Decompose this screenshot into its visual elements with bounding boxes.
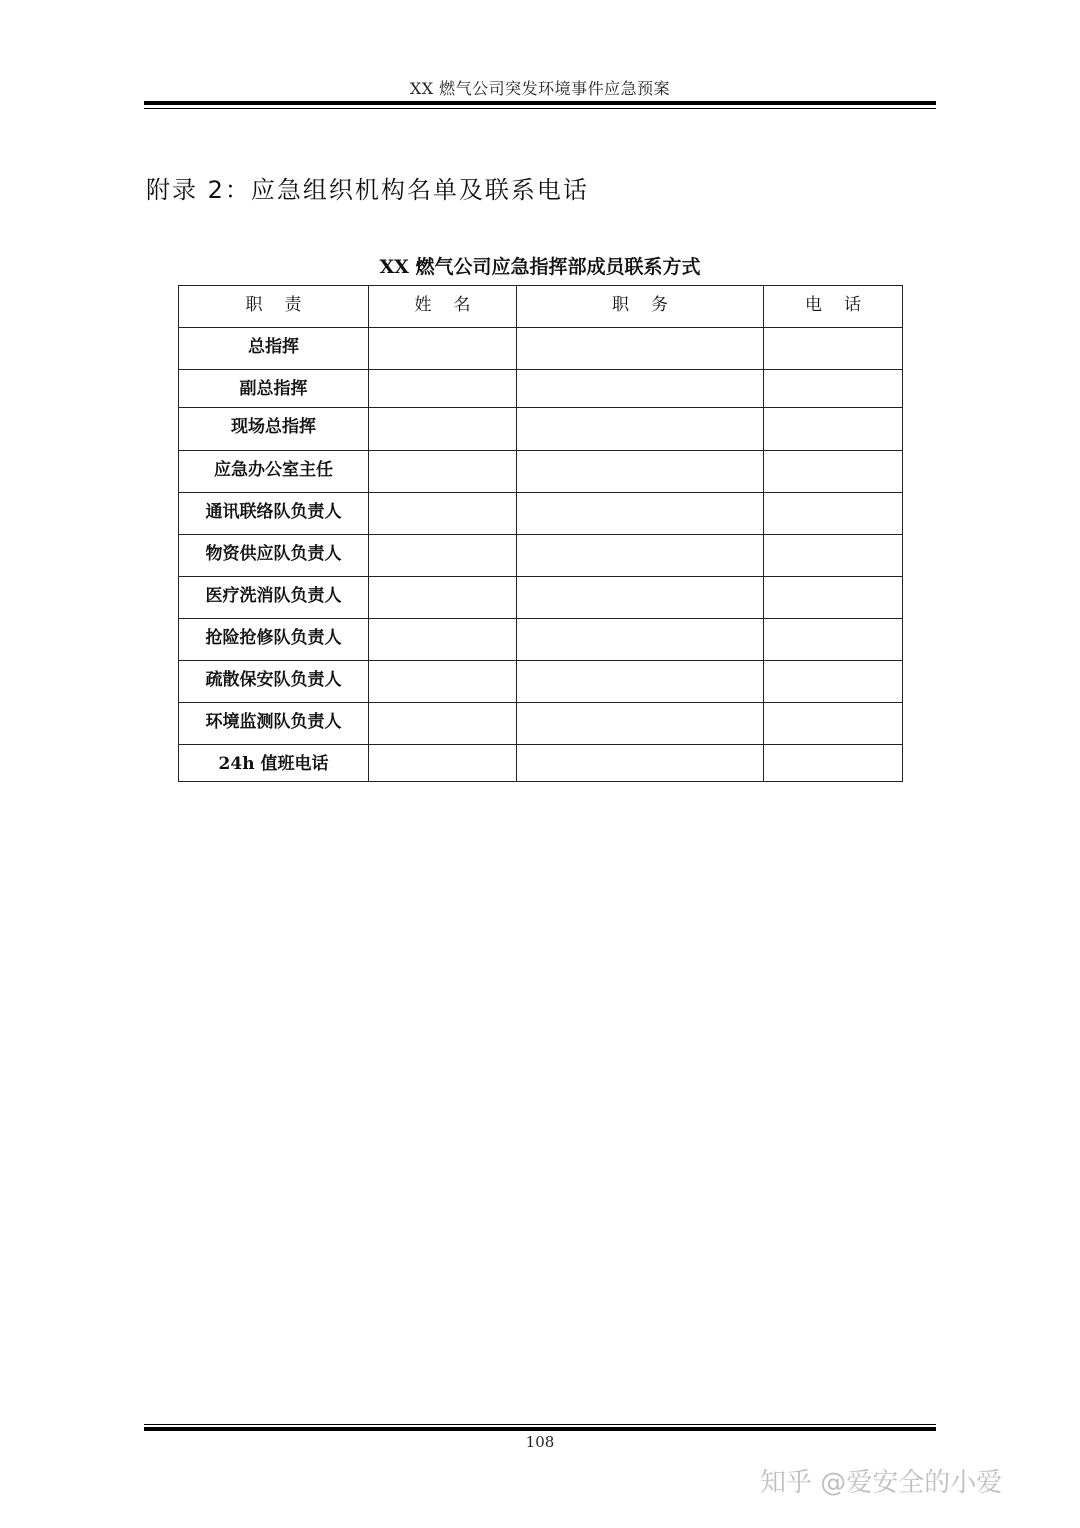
row-name-cell <box>369 535 517 577</box>
table-row <box>179 451 903 493</box>
row-name-cell <box>369 577 517 619</box>
row-role: 疏散保安队负责人 <box>179 661 369 703</box>
appendix-title: 附录 2：应急组织机构名单及联系电话 <box>146 176 589 204</box>
row-role: 通讯联络队负责人 <box>179 493 369 535</box>
row-name-cell <box>369 328 517 370</box>
row-phone-cell <box>764 661 903 703</box>
row-role: 24h 值班电话 <box>179 745 369 782</box>
row-phone-cell <box>764 703 903 745</box>
watermark: 知乎 @爱安全的小爱 <box>760 1468 1003 1498</box>
row-phone-cell <box>764 619 903 661</box>
table-row <box>179 703 903 745</box>
row-position-cell <box>517 619 764 661</box>
table-header-row <box>179 286 903 328</box>
row-name-cell <box>369 493 517 535</box>
row-name-cell <box>369 451 517 493</box>
row-position-cell <box>517 661 764 703</box>
row-role: 环境监测队负责人 <box>179 703 369 745</box>
row-position-cell <box>517 451 764 493</box>
table-row <box>179 328 903 370</box>
row-name-cell <box>369 703 517 745</box>
row-name-cell <box>369 619 517 661</box>
row-position-cell <box>517 577 764 619</box>
row-role: 副总指挥 <box>179 370 369 408</box>
contact-table <box>178 285 903 782</box>
table-row <box>179 408 903 451</box>
row-position-cell <box>517 493 764 535</box>
row-role: 医疗洗消队负责人 <box>179 577 369 619</box>
row-name-cell <box>369 745 517 782</box>
header-rule-thick <box>144 101 936 105</box>
row-phone-cell <box>764 745 903 782</box>
column-header-name: 姓名 <box>369 286 517 328</box>
row-role: 物资供应队负责人 <box>179 535 369 577</box>
footer-rule-thin <box>144 1424 936 1425</box>
row-role: 应急办公室主任 <box>179 451 369 493</box>
table-row <box>179 745 903 782</box>
row-position-cell <box>517 703 764 745</box>
column-header-phone: 电话 <box>764 286 903 328</box>
page-number: 108 <box>525 1433 555 1451</box>
table-row <box>179 661 903 703</box>
row-phone-cell <box>764 577 903 619</box>
row-position-cell <box>517 745 764 782</box>
table-row <box>179 619 903 661</box>
row-phone-cell <box>764 493 903 535</box>
row-role: 总指挥 <box>179 328 369 370</box>
table-row <box>179 535 903 577</box>
row-position-cell <box>517 408 764 451</box>
page-header-title: XX 燃气公司突发环境事件应急预案 <box>409 79 671 98</box>
table-row <box>179 370 903 408</box>
header-rule-thin <box>144 108 936 109</box>
column-header-role: 职责 <box>179 286 369 328</box>
row-phone-cell <box>764 408 903 451</box>
row-name-cell <box>369 408 517 451</box>
row-name-cell <box>369 370 517 408</box>
row-role: 抢险抢修队负责人 <box>179 619 369 661</box>
row-phone-cell <box>764 535 903 577</box>
table-row <box>179 493 903 535</box>
row-position-cell <box>517 328 764 370</box>
row-phone-cell <box>764 451 903 493</box>
table-title: XX 燃气公司应急指挥部成员联系方式 <box>379 256 701 278</box>
table-row <box>179 577 903 619</box>
column-header-position: 职务 <box>517 286 764 328</box>
row-name-cell <box>369 661 517 703</box>
footer-rule-thick <box>144 1427 936 1431</box>
row-position-cell <box>517 535 764 577</box>
row-phone-cell <box>764 328 903 370</box>
row-role: 现场总指挥 <box>179 408 369 451</box>
row-phone-cell <box>764 370 903 408</box>
row-position-cell <box>517 370 764 408</box>
